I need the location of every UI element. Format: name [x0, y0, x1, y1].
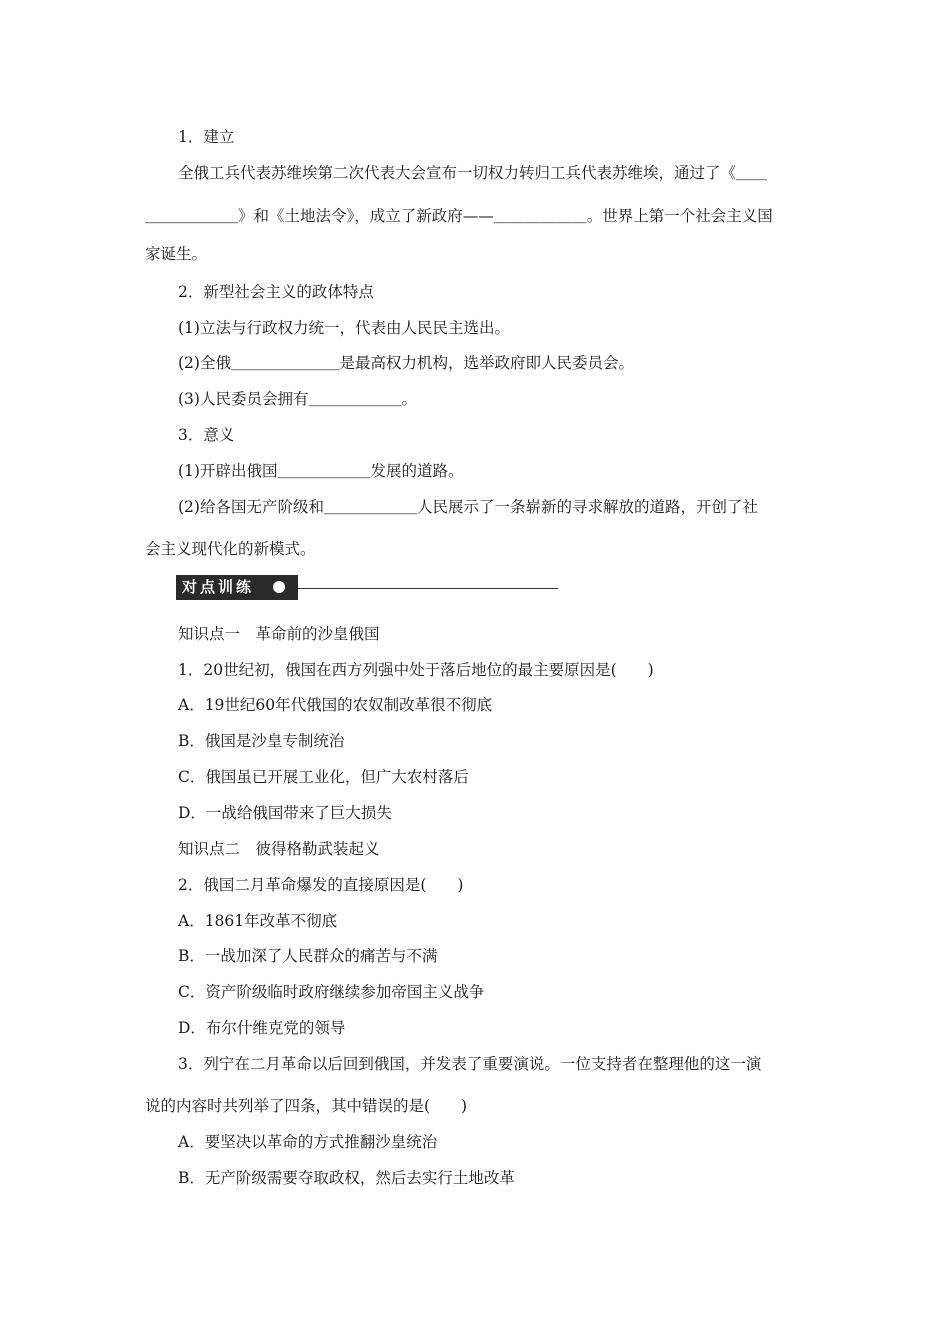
answer-option: B．无产阶级需要夺取政权，然后去实行土地改革 — [178, 1169, 515, 1187]
answer-option: A．要坚决以革命的方式推翻沙皇统治 — [178, 1133, 438, 1151]
bullet-dot-icon — [273, 581, 285, 593]
answer-option: A．19世纪60年代俄国的农奴制改革很不彻底 — [178, 696, 493, 714]
answer-option: B．俄国是沙皇专制统治 — [178, 732, 345, 750]
paragraph-line: 家诞生。 — [145, 245, 208, 263]
question-stem: 3．列宁在二月革命以后回到俄国，并发表了重要演说。一位支持者在整理他的这一演 — [178, 1055, 762, 1073]
list-item: (2)全俄＿＿＿＿＿＿＿是最高权力机构，选举政府即人民委员会。 — [178, 354, 634, 372]
list-item: (1)开辟出俄国＿＿＿＿＿＿发展的道路。 — [178, 462, 464, 480]
knowledge-point-title: 知识点二 彼得格勒武装起义 — [178, 840, 380, 858]
paragraph-line: ＿＿＿＿＿＿》和《土地法令》，成立了新政府——＿＿＿＿＿＿。世界上第一个社会主义国 — [145, 207, 773, 225]
question-stem: 1．20世纪初，俄国在西方列强中处于落后地位的最主要原因是( ) — [178, 661, 654, 679]
paragraph-line: 全俄工兵代表苏维埃第二次代表大会宣布一切权力转归工兵代表苏维埃，通过了《＿＿ — [178, 164, 768, 182]
list-item: (2)给各国无产阶级和＿＿＿＿＿＿人民展示了一条崭新的寻求解放的道路，开创了社 — [178, 498, 758, 516]
list-item: (3)人民委员会拥有＿＿＿＿＿＿。 — [178, 390, 417, 408]
question-stem: 2．俄国二月革命爆发的直接原因是( ) — [178, 876, 464, 894]
answer-option: B．一战加深了人民群众的痛苦与不满 — [178, 947, 438, 965]
knowledge-point-title: 知识点一 革命前的沙皇俄国 — [178, 625, 380, 643]
banner-text: 对点训练 — [182, 578, 255, 596]
question-stem: 说的内容时共列举了四条，其中错误的是( ) — [145, 1097, 468, 1115]
answer-option: C．俄国虽已开展工业化，但广大农村落后 — [178, 768, 469, 786]
practice-banner — [176, 574, 558, 602]
heading-political-features: 2．新型社会主义的政体特点 — [178, 283, 374, 301]
answer-option: D．布尔什维克党的领导 — [178, 1019, 346, 1037]
answer-option: C．资产阶级临时政府继续参加帝国主义战争 — [178, 983, 485, 1001]
list-item: 会主义现代化的新模式。 — [145, 540, 316, 558]
answer-option: D．一战给俄国带来了巨大损失 — [178, 804, 392, 822]
heading-significance: 3．意义 — [178, 426, 235, 444]
heading-establishment: 1．建立 — [178, 128, 235, 146]
banner-divider — [298, 588, 558, 589]
answer-option: A．1861年改革不彻底 — [178, 912, 338, 930]
list-item: (1)立法与行政权力统一，代表由人民民主选出。 — [178, 319, 510, 337]
